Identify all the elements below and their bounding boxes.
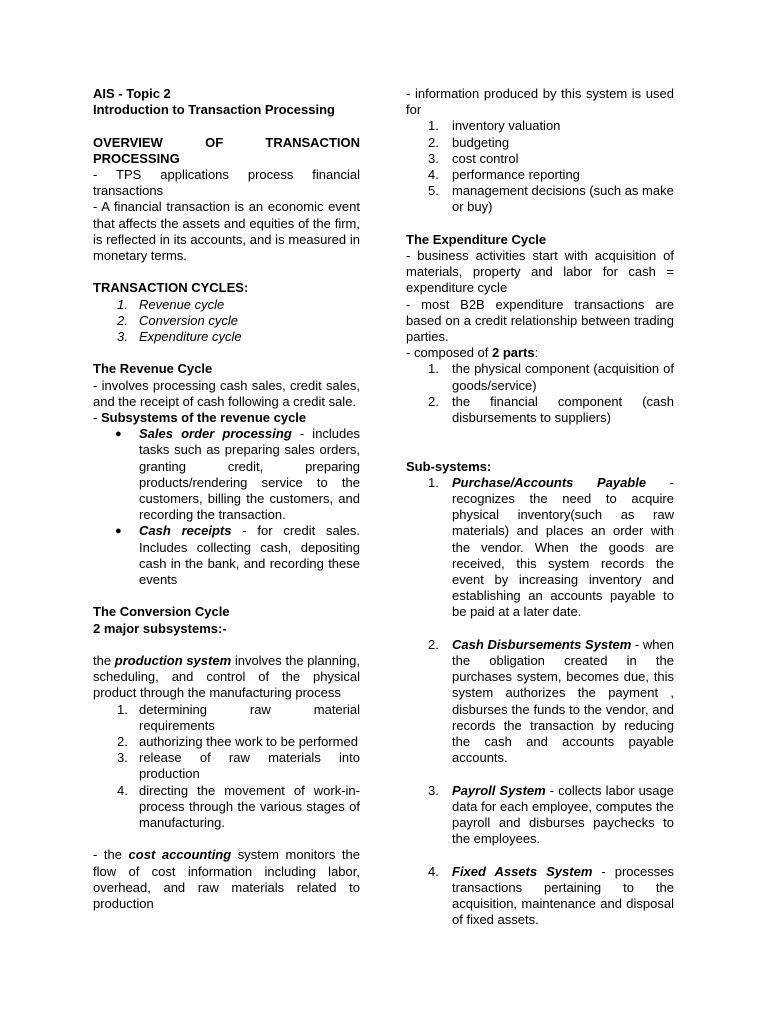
list-item: 2. Cash Disbursements System - when the obligation created in the purchases system, becomes due, this system authorizes the payment , disburses the funds to the vendor, and records the transaction by reducing the cash and accounts payable accounts. (428, 636, 674, 766)
overview-paragraph-2: - A financial transaction is an economic event that affects the assets and equities of the firm, is reflected in its accounts, and is measured in monetary terms. (93, 199, 360, 264)
list-item: 1. inventory valuation (428, 118, 561, 134)
list-item: ● Cash receipts - for credit sales. Includes collecting cash, depositing cash in the bank, and recording these events (115, 523, 360, 588)
list-item: 2. Conversion cycle (117, 312, 238, 328)
list-item: 5. management decisions (such as make or buy) (428, 183, 674, 215)
subsystems-heading: Sub-systems: (406, 458, 492, 474)
revenue-heading: The Revenue Cycle (93, 361, 213, 377)
list-item: 2. budgeting (428, 134, 510, 150)
info-paragraph: - information produced by this system is used for (406, 86, 674, 118)
list-item: 1. Revenue cycle (117, 296, 225, 312)
list-item: 2. the financial component (cash disbursements to suppliers) (428, 393, 674, 426)
expenditure-paragraph-2: - most B2B expenditure transactions are based on a credit relationship between trading parties. (406, 296, 674, 345)
subsystems-list (406, 475, 674, 929)
list-item: 4. Fixed Assets System - processes transactions pertaining to the acquisition, maintenance and disposal of fixed assets. (428, 863, 674, 928)
list-item: 3. Payroll System - collects labor usage data for each employee, computes the payroll and disburses paychecks to the employees. (428, 782, 675, 847)
revenue-subsystems-list (93, 426, 360, 588)
list-item: 1. the physical component (acquisition of goods/service) (428, 361, 674, 393)
document-title: Introduction to Transaction Processing (93, 102, 335, 118)
production-paragraph: the production system involves the planning, scheduling, and control of the physical product through the manufacturing process (93, 653, 360, 701)
conversion-heading: The Conversion Cycle (93, 604, 230, 620)
list-item: 3. release of raw materials into production (117, 750, 360, 782)
course-label: AIS - Topic 2 (93, 86, 171, 101)
right-column (406, 86, 674, 928)
expenditure-heading: The Expenditure Cycle (406, 231, 547, 247)
conversion-subheading: 2 major subsystems:- (93, 620, 227, 636)
production-steps-list (93, 702, 360, 832)
revenue-paragraph: - involves processing cash sales, credit sales, and the receipt of cash following a credit sale. (93, 377, 360, 409)
composed-paragraph: - composed of 2 parts: (406, 345, 539, 361)
revenue-subsystems-heading: - Subsystems of the revenue cycle (93, 410, 307, 426)
cycles-heading: TRANSACTION CYCLES: (93, 280, 249, 296)
left-column (93, 86, 360, 912)
bullet-icon: ● (115, 525, 122, 538)
list-item: 3. Expenditure cycle (117, 329, 242, 345)
overview-heading: OVERVIEW OF TRANSACTION PROCESSING (93, 134, 360, 166)
overview-paragraph-1: - TPS applications process financial transactions (93, 167, 360, 199)
list-item: 4. directing the movement of work-in-process through the various stages of manufacturing. (117, 782, 360, 831)
cost-accounting-paragraph: - the cost accounting system monitors the flow of cost information including labor, overhead, and raw materials related to production (93, 847, 360, 912)
parts-list (406, 361, 674, 426)
cycles-list (93, 297, 360, 346)
list-item: 1. Purchase/Accounts Payable - recognizes the need to acquire physical inventory(such as raw materials) and places an order with the vendor. When the goods are received, this system records the event by increasing inventory and establishing an accounts payable to be paid at a later date. (428, 474, 674, 620)
list-item: 4. performance reporting (428, 167, 580, 183)
list-item: 3. cost control (428, 150, 519, 166)
list-item: 2. authorizing thee work to be performed (117, 734, 358, 750)
bullet-icon: ● (115, 428, 122, 441)
list-item: 1. determining raw material requirements (117, 701, 360, 733)
expenditure-paragraph-1: - business activities start with acquisition of materials, property and labor for cash = expenditure cycle (406, 248, 674, 296)
info-uses-list (406, 118, 674, 215)
list-item: ● Sales order processing - includes tasks such as preparing sales orders, granting credit, preparing products/rendering service to the customers, billing the customers, and recording the transaction. (115, 426, 360, 523)
